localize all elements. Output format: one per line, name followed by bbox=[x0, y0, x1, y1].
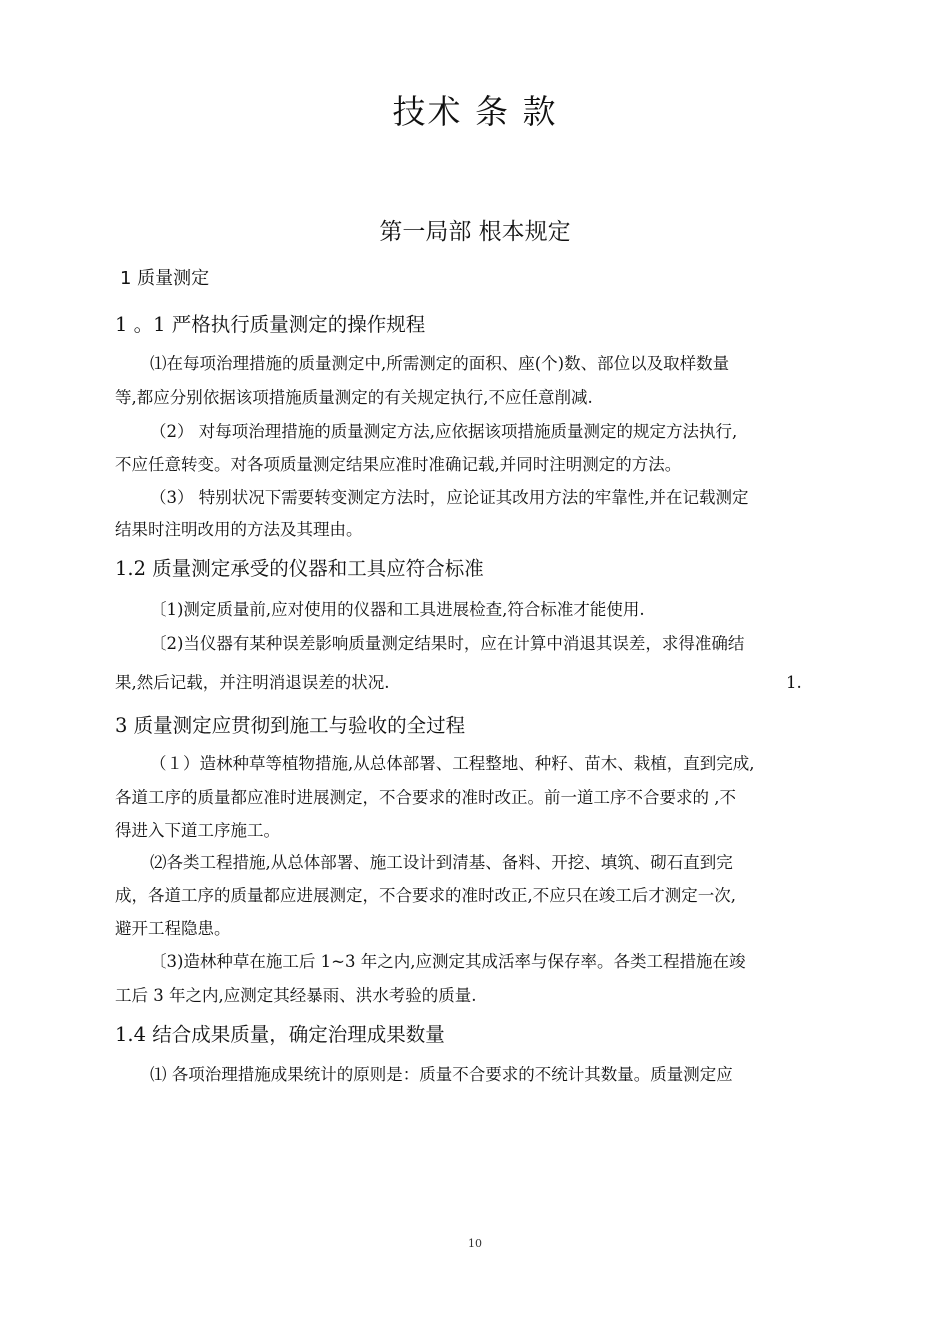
page-title: 技术 条 款 bbox=[392, 92, 558, 131]
paragraph-line: 〔3)造林种草在施工后 1~3 年之内,应测定其成活率与保存率。各类工程措施在竣 bbox=[150, 952, 746, 971]
paragraph-line: ⑴ 各项治理措施成果统计的原则是：质量不合要求的不统计其数量。质量测定应 bbox=[150, 1065, 733, 1084]
paragraph-line: 得进入下道工序施工。 bbox=[115, 821, 280, 840]
part-title: 第一局部 根本规定 bbox=[379, 219, 571, 245]
paragraph-line: 等,都应分别依据该项措施质量测定的有关规定执行,不应任意削减. bbox=[115, 388, 593, 407]
paragraph-line: 避开工程隐患。 bbox=[115, 919, 231, 938]
paragraph-line: ⑴在每项治理措施的质量测定中,所需测定的面积、座(个)数、部位以及取样数量 bbox=[150, 354, 730, 373]
paragraph-line: （2） 对每项治理措施的质量测定方法,应依据该项措施质量测定的规定方法执行, bbox=[150, 422, 738, 441]
paragraph-line: （１）造林种草等植物措施,从总体部署、工程整地、种籽、苗木、栽植，直到完成, bbox=[150, 754, 755, 773]
paragraph-line: 〔2)当仪器有某种误差影响质量测定结果时，应在计算中消退其误差，求得准确结 bbox=[150, 634, 745, 653]
subsection-heading-1-3: 3 质量测定应贯彻到施工与验收的全过程 bbox=[115, 714, 466, 737]
paragraph-line: 不应任意转变。对各项质量测定结果应准时准确记载,并同时注明测定的方法。 bbox=[115, 455, 682, 474]
subsection-heading-1-2: 1.2 质量测定承受的仪器和工具应符合标准 bbox=[115, 557, 484, 580]
paragraph-line: 〔1)测定质量前,应对使用的仪器和工具进展检查,符合标准才能使用. bbox=[150, 600, 645, 619]
paragraph-line: 果,然后记载，并注明消退误差的状况. bbox=[115, 673, 390, 692]
paragraph-line: （3） 特别状况下需要转变测定方法时，应论证其改用方法的牢靠性,并在记载测定 bbox=[150, 488, 749, 507]
paragraph-line: 工后 3 年之内,应测定其经暴雨、洪水考验的质量. bbox=[115, 986, 477, 1005]
paragraph-line: 结果时注明改用的方法及其理由。 bbox=[115, 520, 363, 539]
page-number: 10 bbox=[468, 1237, 482, 1250]
subsection-heading-1-1: 1 。1 严格执行质量测定的操作规程 bbox=[115, 313, 426, 336]
subsection-heading-1-4: 1.4 结合成果质量，确定治理成果数量 bbox=[115, 1023, 445, 1046]
trailing-number: 1. bbox=[786, 673, 802, 692]
paragraph-line: 成，各道工序的质量都应进展测定，不合要求的准时改正,不应只在竣工后才测定一次, bbox=[115, 886, 736, 905]
paragraph-line: 各道工序的质量都应准时进展测定，不合要求的准时改正。前一道工序不合要求的 ,不 bbox=[115, 788, 736, 807]
paragraph-line: ⑵各类工程措施,从总体部署、施工设计到清基、备料、开挖、填筑、砌石直到完 bbox=[150, 853, 733, 872]
section-heading-quality-measurement: 1 质量测定 bbox=[120, 268, 210, 289]
